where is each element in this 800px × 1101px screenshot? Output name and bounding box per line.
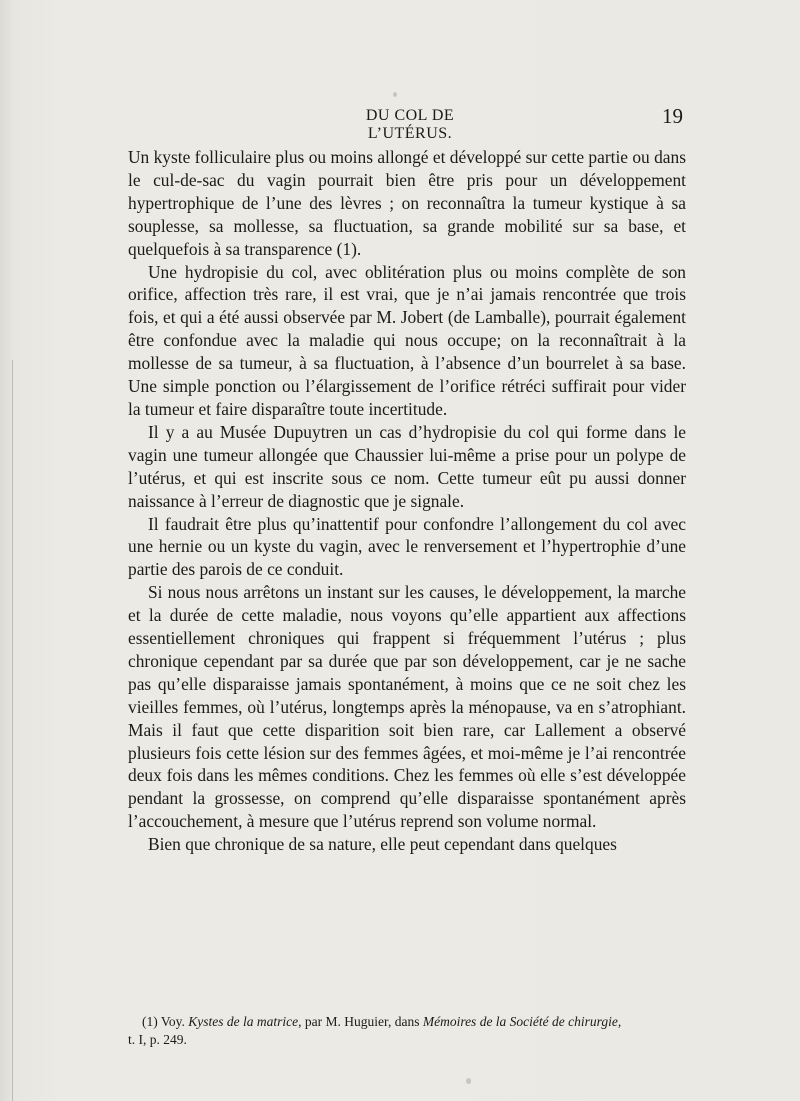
paragraph-2: Une hydropisie du col, avec oblitération plus ou moins complète de son orifice, affection très rare, il est vrai, que je n’ai jamais rencontrée que trois fois, et qui a été aussi observée par M. Jobert (de Lamballe), pourrait également être confondue avec la maladie qui nous occupe; on la reconnaîtrait à la mollesse de sa tumeur, à sa fluctuation, à l’absence d’un bourrelet à sa base. Une simple ponction ou l’élargissement de l’orifice rétréci suffirait pour vider la tumeur et faire disparaître toute incertitude. xyxy=(128,261,686,419)
page-header xyxy=(0,104,800,142)
footnote-number: (1) xyxy=(142,1014,158,1029)
footnote-middle: par M. Huguier, dans xyxy=(304,1014,420,1029)
paragraph-6: Bien que chronique de sa nature, elle peut cependant dans quelques xyxy=(148,834,617,855)
paragraph-3: Il y a au Musée Dupuytren un cas d’hydropisie du col qui forme dans le vagin une tumeur allongée que Chaussier lui-même a prise pour un polype de l’utérus, et qui est inscrite sous ce nom. Cette tumeur eût pu aussi donner naissance à l’erreur de diagnostic que je signale. xyxy=(128,421,686,511)
paper-speck xyxy=(466,1078,471,1084)
paragraph-5: Si nous nous arrêtons un instant sur les causes, le développement, la marche et la durée de cette maladie, nous voyons qu’elle appartient aux affections essentiellement chroniques qui frappent si fréquemment l’utérus ; plus chronique cependant par sa durée que par son développement, car je ne sache pas qu’elle disparaisse jamais spontanément, à moins que ce ne soit chez les vieilles femmes, où l’utérus, longtemps après la ménopause, va en s’atrophiant. Mais il faut que cette disparition soit bien rare, car Lallement a observé plusieurs fois cette lésion sur des femmes âgées, et moi-même je l’ai rencontrée deux fois dans les mêmes conditions. Chez les femmes où elle s’est développée pendant la grossesse, on comprend qu’elle disparaisse spontanément après l’accouchement, à mesure que l’utérus reprend son volume normal. xyxy=(128,582,686,832)
paragraph-4: Il faudrait être plus qu’inattentif pour confondre l’allongement du col avec une hernie ou un kyste du vagin, avec le renversement et l’hypertrophie d’une partie des parois de ce conduit. xyxy=(128,513,686,580)
paper-speck xyxy=(393,92,397,97)
page-edge-shadow xyxy=(12,360,13,1101)
paragraph-1: Un kyste folliculaire plus ou moins allongé et développé sur cette partie ou dans le cul-de-sac du vagin pourrait bien être pris pour un développement hypertrophique de l’une des lèvres ; on reconnaîtra la tumeur kystique à sa souplesse, sa mollesse, sa fluctuation, sa grande mobilité sur sa base, et quelquefois à sa transparence (1). xyxy=(128,147,686,259)
footnote-tail: t. I, p. 249. xyxy=(128,1032,187,1047)
footnote xyxy=(128,1013,686,1049)
footnote-journal: Mémoires de la Société de chirurgie, xyxy=(422,1014,622,1029)
page-number: 19 xyxy=(662,104,683,128)
footnote-lead: Voy. xyxy=(160,1014,185,1029)
body-text xyxy=(128,146,686,856)
running-head: DU COL DE L’UTÉRUS. xyxy=(365,107,455,142)
footnote-title: Kystes de la matrice, xyxy=(188,1014,302,1029)
